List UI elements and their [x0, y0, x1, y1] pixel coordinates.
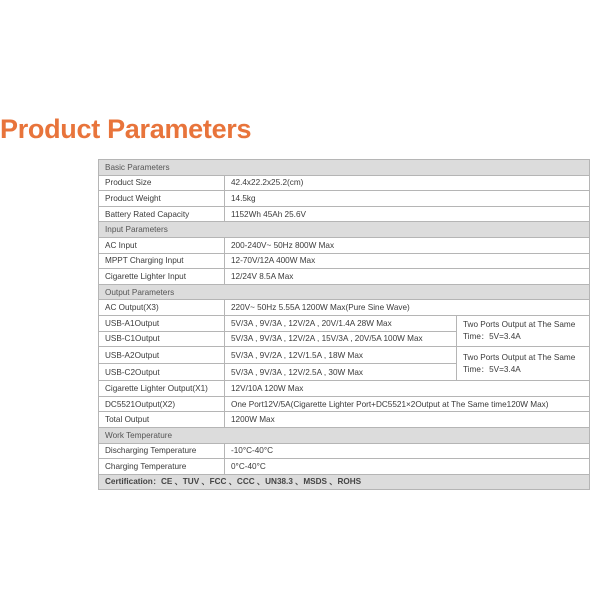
row-label: Charging Temperature [99, 459, 225, 475]
row-value: 5V/3A , 9V/2A , 12V/1.5A , 18W Max [225, 347, 457, 364]
product-parameters-table [98, 159, 590, 490]
table-row [99, 315, 590, 331]
row-label: Battery Rated Capacity [99, 206, 225, 222]
shared-output-note: Two Ports Output at The Same Time：5V=3.4A [457, 347, 590, 381]
section-row [99, 284, 590, 300]
table-row [99, 206, 590, 222]
section-input-parameters: Input Parameters [99, 222, 590, 238]
row-value: 0°C-40°C [225, 459, 590, 475]
row-label: Discharging Temperature [99, 443, 225, 459]
row-label: USB-A1Output [99, 315, 225, 331]
section-output-parameters: Output Parameters [99, 284, 590, 300]
certification-row [99, 474, 590, 490]
table-row [99, 443, 590, 459]
row-label: AC Output(X3) [99, 300, 225, 316]
row-label: AC Input [99, 237, 225, 253]
section-row [99, 427, 590, 443]
row-label: MPPT Charging Input [99, 253, 225, 269]
table-row [99, 269, 590, 285]
row-value: One Port12V/5A(Cigarette Lighter Port+DC5521×2Output at The Same time120W Max) [225, 396, 590, 412]
row-label: USB-C2Output [99, 364, 225, 381]
row-value: 1200W Max [225, 412, 590, 428]
row-label: USB-A2Output [99, 347, 225, 364]
row-value: 12-70V/12A 400W Max [225, 253, 590, 269]
row-value: -10°C-40°C [225, 443, 590, 459]
row-value: 200-240V~ 50Hz 800W Max [225, 237, 590, 253]
row-value: 12V/10A 120W Max [225, 381, 590, 397]
section-row [99, 222, 590, 238]
certification-text: Certification：CE 、TUV 、FCC 、CCC 、UN38.3 、MSDS 、ROHS [99, 474, 590, 490]
section-basic-parameters: Basic Parameters [99, 160, 590, 176]
row-value: 5V/3A , 9V/3A , 12V/2A , 20V/1.4A 28W Max [225, 315, 457, 331]
shared-output-note: Two Ports Output at The Same Time：5V=3.4A [457, 315, 590, 346]
row-label: Product Weight [99, 191, 225, 207]
table-row [99, 191, 590, 207]
row-label: Cigarette Lighter Input [99, 269, 225, 285]
row-value: 5V/3A , 9V/3A , 12V/2A , 15V/3A , 20V/5A 100W Max [225, 331, 457, 347]
table-row [99, 237, 590, 253]
table-row [99, 175, 590, 191]
row-label: USB-C1Output [99, 331, 225, 347]
table-row [99, 459, 590, 475]
row-value: 42.4x22.2x25.2(cm) [225, 175, 590, 191]
table-row [99, 381, 590, 397]
row-label: Product Size [99, 175, 225, 191]
row-value: 5V/3A , 9V/3A , 12V/2.5A , 30W Max [225, 364, 457, 381]
table-row [99, 300, 590, 316]
row-value: 1152Wh 45Ah 25.6V [225, 206, 590, 222]
table-row [99, 412, 590, 428]
section-work-temperature: Work Temperature [99, 427, 590, 443]
table-row [99, 253, 590, 269]
table-row [99, 347, 590, 364]
row-value: 14.5kg [225, 191, 590, 207]
table-row [99, 396, 590, 412]
section-row [99, 160, 590, 176]
row-label: Total Output [99, 412, 225, 428]
row-value: 220V~ 50Hz 5.55A 1200W Max(Pure Sine Wave) [225, 300, 590, 316]
row-label: Cigarette Lighter Output(X1) [99, 381, 225, 397]
page-title: Product Parameters [0, 114, 252, 144]
row-value: 12/24V 8.5A Max [225, 269, 590, 285]
row-label: DC5521Output(X2) [99, 396, 225, 412]
